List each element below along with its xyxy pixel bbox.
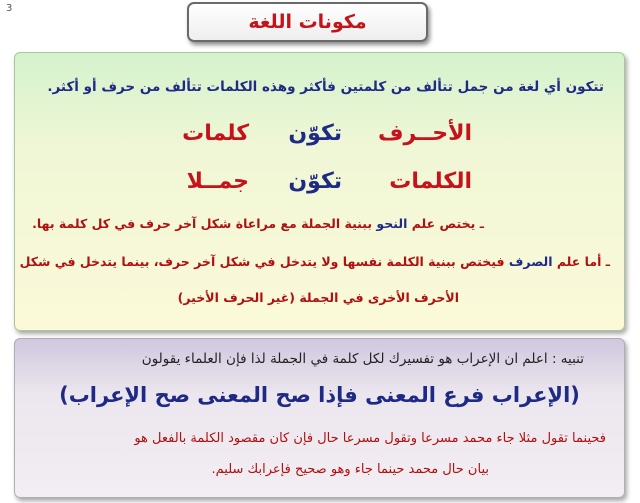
note-label: تنبيه : bbox=[551, 351, 584, 367]
formula-2-word-a: الكلمات bbox=[389, 169, 472, 194]
note-text: اعلم ان الإعراب هو تفسيرك لكل كلمة في الجملة لذا فإن العلماء يقولون bbox=[141, 351, 552, 367]
note-saying: (الإعراب فرع المعنى فإذا صح المعنى صح الإعراب) bbox=[59, 383, 580, 407]
purple-note-box bbox=[14, 338, 625, 498]
bullet-nahw-rest: ببنية الجملة مع مراعاة شكل آخر حرف في كل كلمة بها. bbox=[32, 216, 377, 231]
formula-2-word-c: جمــلا bbox=[186, 169, 249, 194]
example-line-1: فحينما تقول مثلا جاء محمد مسرعا وتقول مسرعا حال فإن كان مقصود الكلمة بالفعل هو bbox=[134, 431, 606, 446]
title-box bbox=[187, 2, 428, 42]
bullet-nahw-keyword: النحو bbox=[376, 216, 408, 231]
bullet-sarf-prefix: ـ أما علم bbox=[552, 254, 610, 269]
example-line-2: بيان حال محمد حينما جاء وهو صحيح فإعرابك سليم. bbox=[211, 462, 489, 477]
formula-1-word-a: الأحــرف bbox=[377, 121, 472, 146]
page-number: 3 bbox=[6, 3, 13, 14]
formula-1-word-c: كلمات bbox=[182, 121, 249, 146]
formula-2-word-b: تكوّن bbox=[288, 169, 342, 194]
bullet-sarf-continuation: الأحرف الأخرى في الجملة (غير الحرف الأخير) bbox=[177, 290, 459, 305]
bullet-nahw bbox=[32, 216, 484, 231]
bullet-nahw-prefix: ـ يختص علم bbox=[407, 216, 484, 231]
bullet-sarf bbox=[20, 254, 610, 269]
note-line bbox=[142, 351, 584, 367]
intro-text: تتكون أي لغة من جمل تتألف من كلمتين فأكثر وهذه الكلمات تتألف من حرف أو أكثر. bbox=[47, 79, 604, 95]
page-title: مكونات اللغة bbox=[248, 11, 367, 33]
green-info-box bbox=[14, 52, 625, 331]
bullet-sarf-keyword: الصرف bbox=[508, 254, 553, 269]
bullet-sarf-rest: فيختص ببنية الكلمة نفسها ولا يتدخل في شكل آخر حرف، بينما يتدخل في شكل bbox=[19, 254, 509, 269]
formula-1-word-b: تكوّن bbox=[288, 121, 342, 146]
